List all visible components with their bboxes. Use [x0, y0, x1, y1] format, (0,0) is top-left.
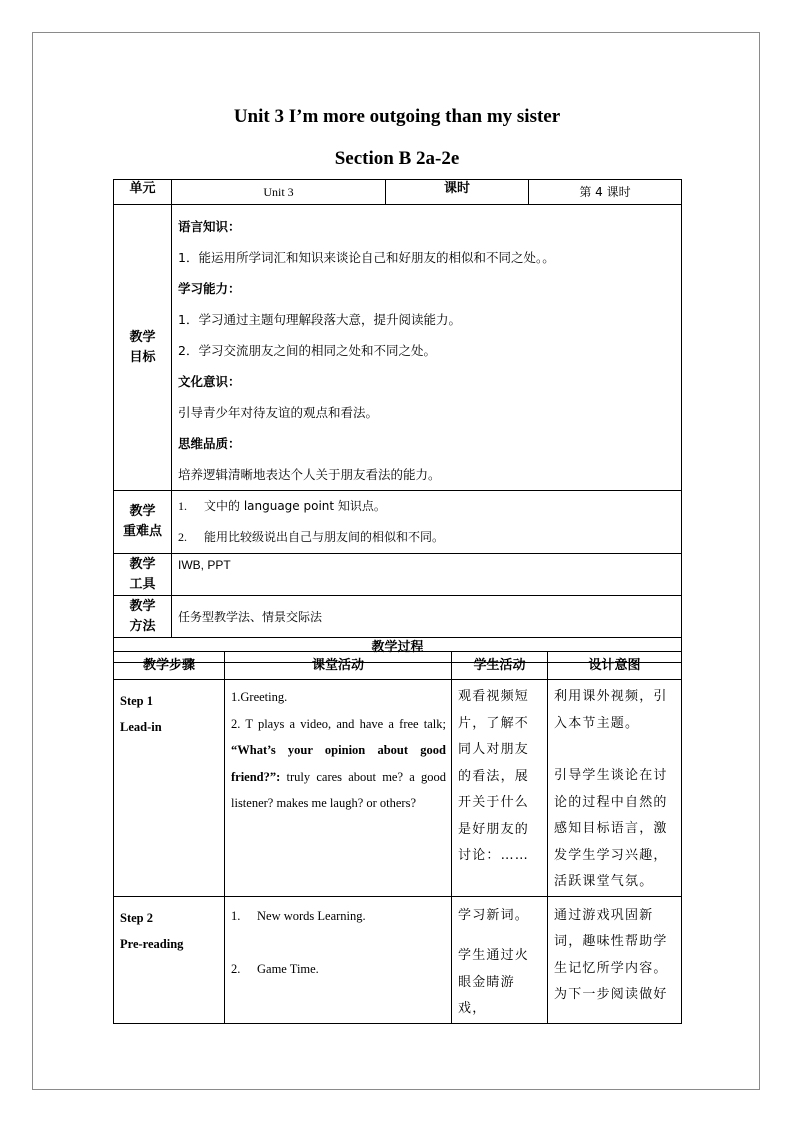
step1-activity: [225, 680, 452, 897]
period-value: 第 4 课时: [529, 180, 682, 205]
objective-line: 语言知识：: [178, 219, 241, 234]
objectives-row: [114, 205, 682, 491]
step2-activity-2: 2. Game Time.: [231, 962, 319, 976]
process-title: 教学过程: [114, 638, 682, 663]
objective-line: 1．能运用所学词汇和知识来谈论自己和好朋友的相似和不同之处。。: [178, 250, 555, 265]
key-point-item: 2. 能用比较级说出自己与朋友间的相似和不同。: [178, 530, 445, 544]
methods-value: 任务型教学法、情景交际法: [172, 596, 682, 638]
lesson-subtitle: Section B 2a-2e: [334, 148, 460, 169]
lesson-title: Unit 3 I’m more outgoing than my sister: [233, 106, 561, 127]
objective-line: 培养逻辑清晰地表达个人关于朋友看法的能力。: [178, 467, 441, 482]
step1-activity-2: 2. T plays a video, and have a free talk; “What’s your opinion about good friend?”: truly cares about me? a good listener? makes me laugh? or others?: [231, 716, 446, 810]
header-intent: 设计意图: [548, 652, 682, 680]
objective-line: 2．学习交流朋友之间的相同之处和不同之处。: [178, 343, 436, 358]
key-points-label: 教学 重难点: [114, 491, 172, 554]
unit-value: Unit 3: [172, 180, 386, 205]
key-point-item: 1. 文中的 language point 知识点。: [178, 499, 386, 513]
tools-value: IWB, PPT: [172, 554, 682, 596]
step2-student: 学习新词。 学生通过火眼金睛游戏，: [452, 896, 548, 1023]
lesson-info-table: [113, 179, 682, 663]
methods-label: 教学 方法: [114, 596, 172, 638]
step2-activity: [225, 896, 452, 1023]
process-table: [113, 651, 682, 1024]
step2-name: Step 2: [120, 910, 153, 925]
objective-line: 学习能力：: [178, 281, 241, 296]
header-activity: 课堂活动: [225, 652, 452, 680]
process-header-row: [114, 652, 682, 680]
step2-activity-1: 1. New words Learning.: [231, 908, 366, 923]
objective-line: 1．学习通过主题句理解段落大意，提升阅读能力。: [178, 312, 461, 327]
tools-row: [114, 554, 682, 596]
objective-line: 文化意识：: [178, 374, 241, 389]
objectives-content: [172, 205, 682, 491]
step1-cell: [114, 680, 225, 897]
key-points-row: [114, 491, 682, 554]
unit-row: [114, 180, 682, 205]
header-step: 教学步骤: [114, 652, 225, 680]
step1-name: Step 1: [120, 694, 153, 708]
step1-stage: Lead-in: [120, 720, 162, 734]
step1-row: [114, 680, 682, 897]
objectives-label: 教学 目标: [114, 205, 172, 491]
step1-intent: 利用课外视频，引入本节主题。 引导学生谈论在讨论的过程中自然的感知目标语言，激发学生学习兴趣，活跃课堂气氛。: [548, 680, 682, 897]
objective-line: 思维品质：: [178, 436, 241, 451]
period-label: 课时: [386, 180, 529, 205]
step1-student: 观看视频短片，了解不同人对朋友的看法，展开关于什么是好朋友的讨论：……: [452, 680, 548, 897]
step2-row: [114, 896, 682, 1023]
key-points-content: [172, 491, 682, 554]
step2-cell: [114, 896, 225, 1023]
methods-row: [114, 596, 682, 638]
step1-activity-1: 1.Greeting.: [231, 690, 288, 704]
step2-stage: Pre-reading: [120, 936, 184, 951]
objective-line: 引导青少年对待友谊的观点和看法。: [178, 405, 379, 420]
tools-label: 教学 工具: [114, 554, 172, 596]
unit-label: 单元: [114, 180, 172, 205]
step2-intent: 通过游戏巩固新词，趣味性帮助学生记忆所学内容。为下一步阅读做好: [548, 896, 682, 1023]
header-student: 学生活动: [452, 652, 548, 680]
